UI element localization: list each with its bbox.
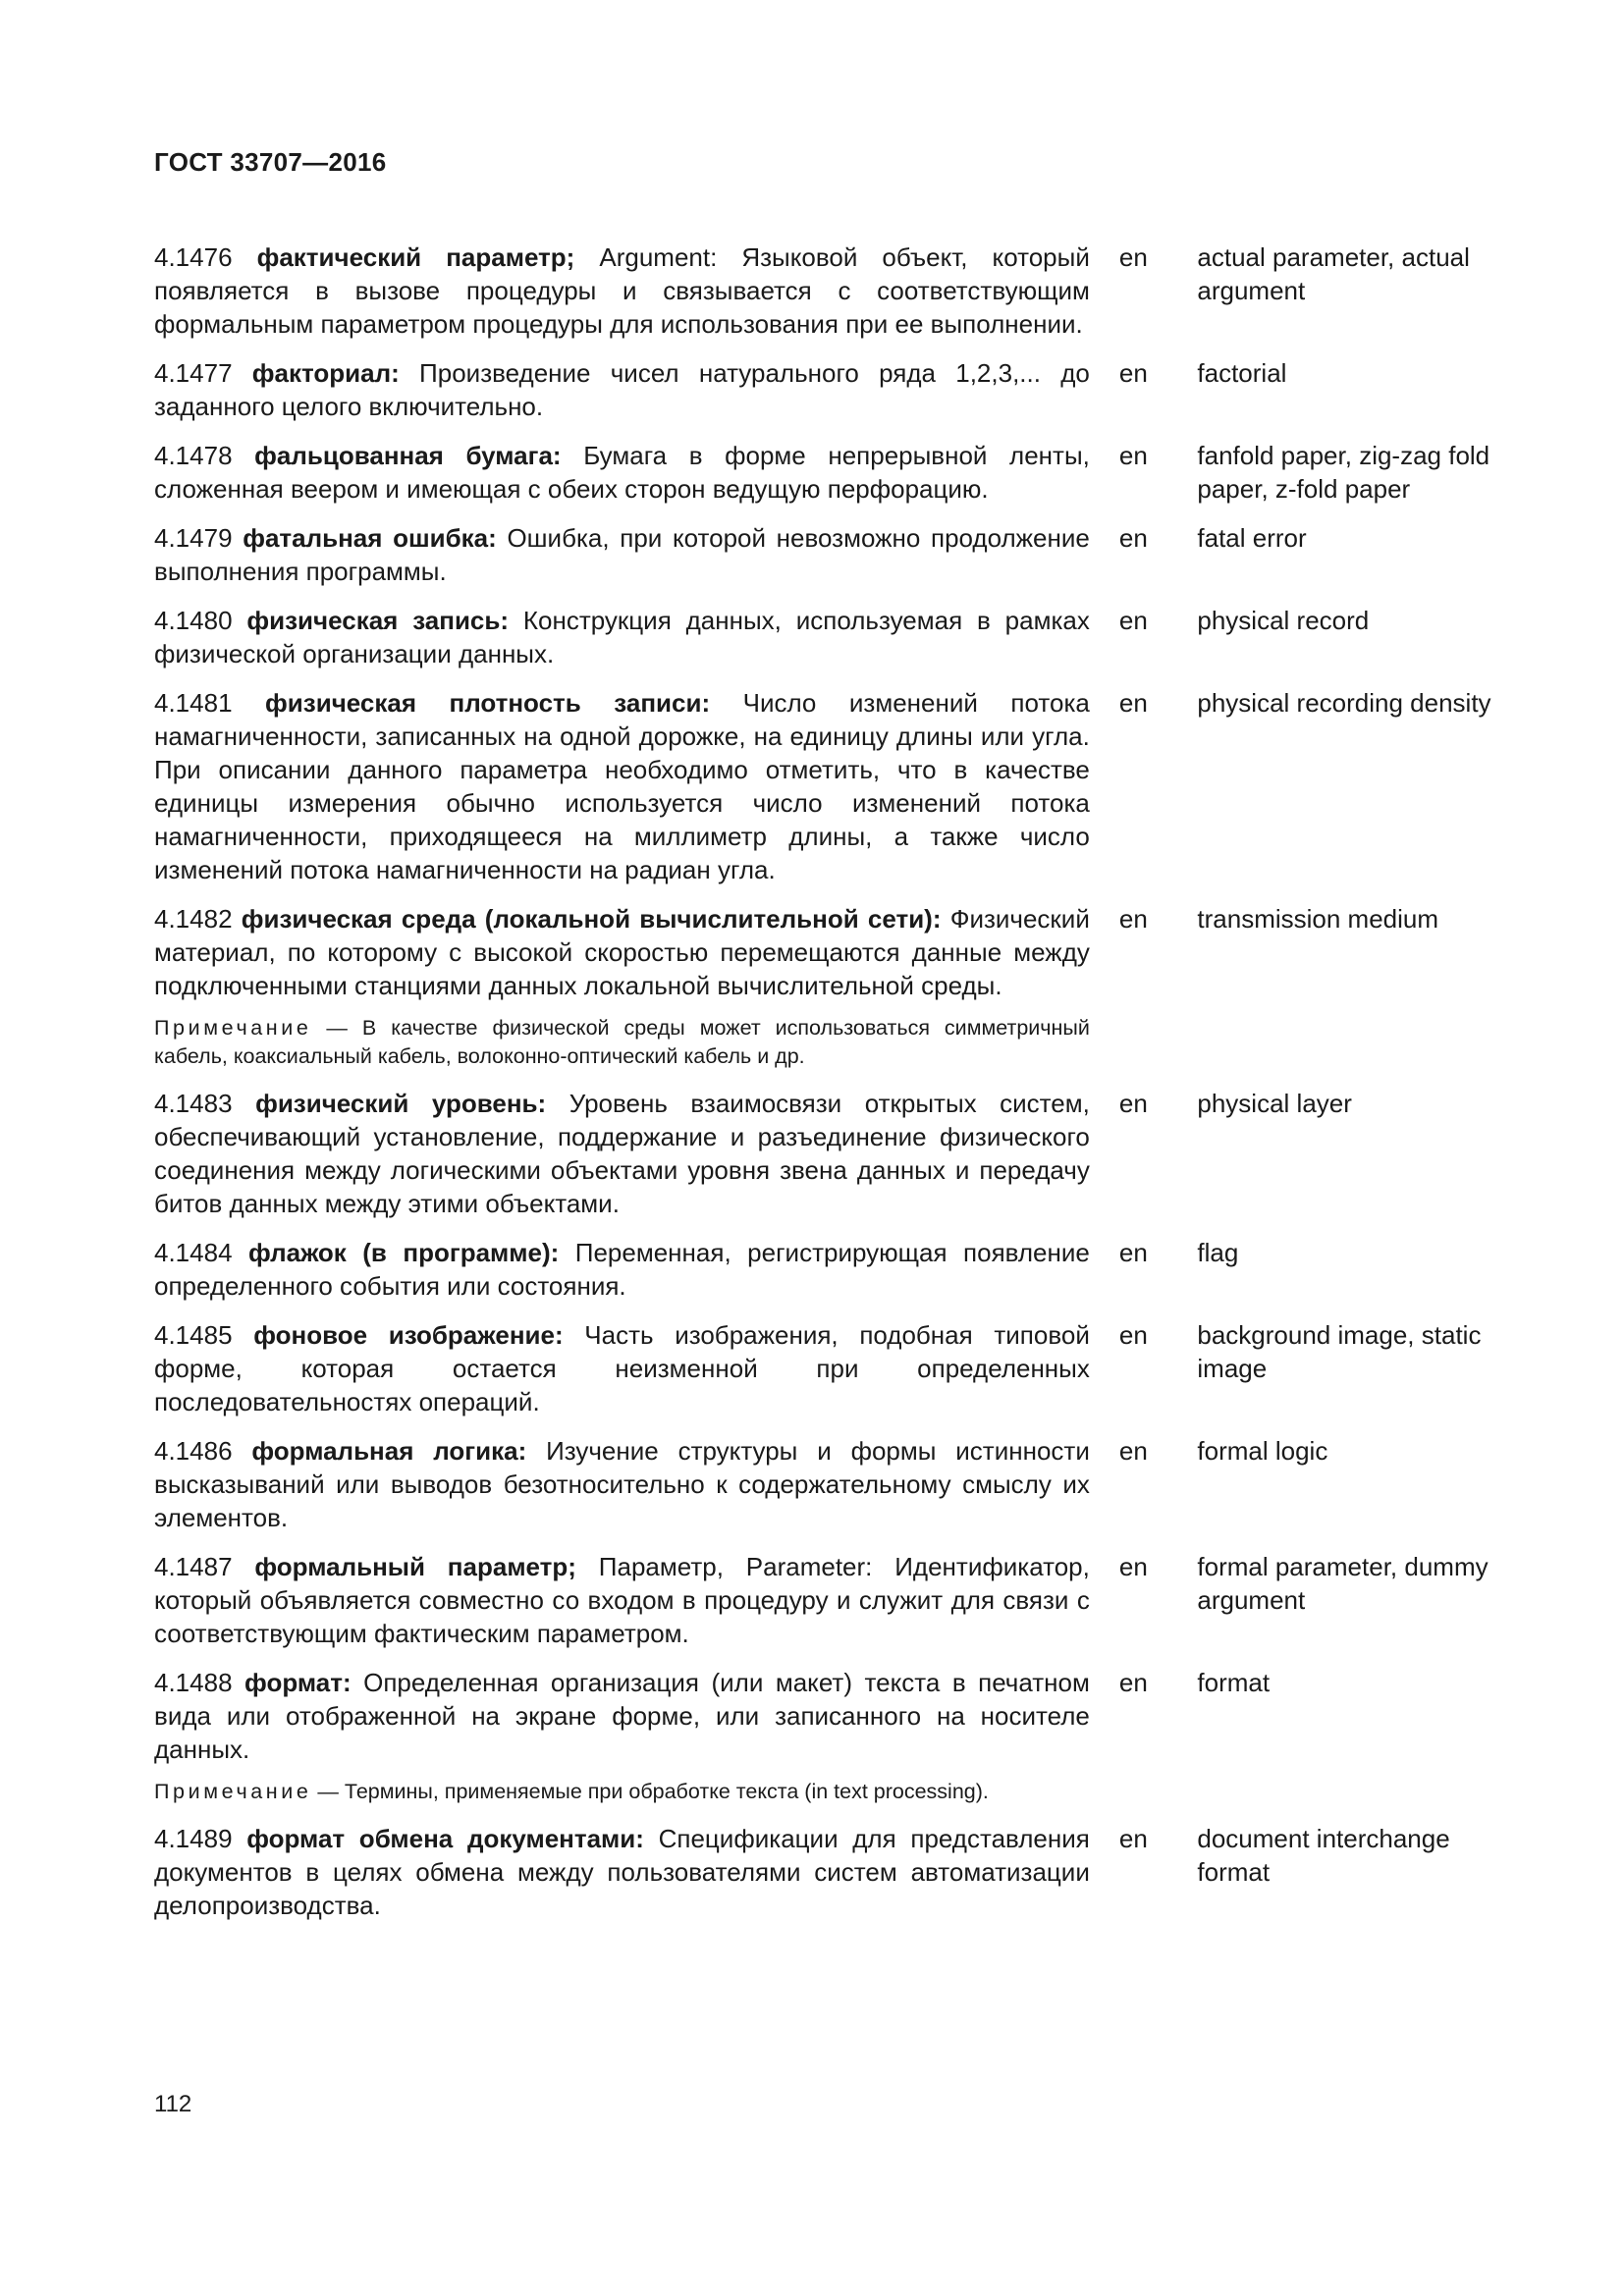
term-definition [154, 1087, 1090, 1220]
term-title: физическая плотность записи: [265, 688, 711, 718]
term-title: формальный параметр; [254, 1552, 576, 1581]
term-title: фактический параметр; [256, 242, 575, 272]
language-code: en [1118, 606, 1148, 635]
english-equivalent: fanfold paper, zig-zag fold paper, z-fold paper [1197, 441, 1490, 504]
term-entry-4-1487 [154, 1550, 1509, 1650]
term-number: 4.1485 [154, 1320, 233, 1350]
term-number: 4.1479 [154, 523, 233, 553]
term-entry-4-1476 [154, 240, 1509, 341]
term-definition [154, 356, 1090, 423]
term-definition [154, 521, 1090, 588]
term-title: формальная логика: [251, 1436, 527, 1466]
definition-text: Физический материал, по которому с высокой скоростью перемещаются данные между подключенными станциями данных локальной вычислительной среды. [154, 904, 1090, 1000]
term-definition [154, 439, 1090, 506]
page-number: 112 [154, 2091, 192, 2117]
term-title: физическая запись: [246, 606, 510, 635]
language-code: en [1118, 1238, 1148, 1267]
english-equivalent: physical recording density [1197, 688, 1491, 718]
english-equivalent: formal parameter, dummy argument [1197, 1552, 1489, 1615]
term-title: физический уровень: [255, 1089, 547, 1118]
language-code: en [1118, 1552, 1148, 1581]
definition-text: Бумага в форме непрерывной ленты, сложенная веером и имеющая с обеих сторон ведущую перфорацию. [154, 441, 1090, 504]
language-code: en [1118, 1089, 1148, 1118]
english-equivalent: fatal error [1197, 523, 1307, 553]
definition-text: Произведение чисел натурального ряда 1,2,3,... до заданного целого включительно. [154, 358, 1090, 421]
term-definition [154, 240, 1090, 341]
english-equivalent: physical layer [1197, 1089, 1352, 1118]
term-definition [154, 686, 1090, 886]
english-equivalent: format [1197, 1668, 1271, 1697]
definition-text: Argument: Языковой объект, который появляется в вызове процедуры и связывается с соответствующим формальным параметром процедуры для использования при ее выполнении. [154, 242, 1090, 339]
term-number: 4.1476 [154, 242, 233, 272]
note-text: — Термины, применяемые при обработке текста (in text processing). [311, 1780, 989, 1803]
term-definition [154, 604, 1090, 670]
definition-text: Изучение структуры и формы истинности высказываний или выводов безотносительно к содержательному смыслу их элементов. [154, 1436, 1090, 1532]
term-entry-4-1479 [154, 521, 1509, 588]
term-number: 4.1486 [154, 1436, 233, 1466]
term-title: фоновое изображение: [253, 1320, 564, 1350]
term-definition [154, 1822, 1090, 1922]
term-title: фальцованная бумага: [254, 441, 562, 470]
language-code: en [1118, 1668, 1148, 1697]
term-number: 4.1489 [154, 1824, 233, 1853]
term-number: 4.1484 [154, 1238, 233, 1267]
term-title: физическая среда (локальной вычислительной сети): [241, 904, 942, 934]
definition-paragraph [154, 1666, 1090, 1766]
term-definition [154, 1550, 1090, 1650]
term-number: 4.1480 [154, 606, 233, 635]
english-equivalent: formal logic [1197, 1436, 1328, 1466]
term-definition [154, 1236, 1090, 1303]
term-title: формат: [244, 1668, 352, 1697]
term-number: 4.1488 [154, 1668, 233, 1697]
english-equivalent: physical record [1197, 606, 1370, 635]
term-note [154, 1778, 1090, 1806]
term-list [154, 240, 1509, 1938]
term-number: 4.1478 [154, 441, 233, 470]
term-entry-4-1482 [154, 902, 1509, 1071]
definition-text: Часть изображения, подобная типовой форме, которая остается неизменной при определенных последовательностях операций. [154, 1320, 1090, 1416]
term-title: формат обмена документами: [246, 1824, 644, 1853]
english-equivalent: factorial [1197, 358, 1287, 388]
english-equivalent: transmission medium [1197, 904, 1439, 934]
term-number: 4.1481 [154, 688, 233, 718]
note-label: Примечание [154, 1780, 312, 1803]
term-number: 4.1483 [154, 1089, 233, 1118]
term-entry-4-1481 [154, 686, 1509, 886]
definition-text: Конструкция данных, используемая в рамках физической организации данных. [154, 606, 1090, 668]
term-entry-4-1483 [154, 1087, 1509, 1220]
definition-paragraph [154, 902, 1090, 1002]
language-code: en [1118, 904, 1148, 934]
definition-text: Число изменений потока намагниченности, записанных на одной дорожке, на единицу длины или угла. При описании данного параметра необходимо отметить, что в качестве единицы измерения обычно используется число изменений потока намагниченности, приходящееся на миллиметр длины, а также число изменений потока намагниченности на радиан угла. [154, 688, 1090, 884]
term-entry-4-1485 [154, 1318, 1509, 1418]
definition-text: Ошибка, при которой невозможно продолжение выполнения программы. [154, 523, 1090, 586]
definition-text: Параметр, Parameter: Идентификатор, который объявляется совместно со входом в процедуру и служит для связи с соответствующим фактическим параметром. [154, 1552, 1090, 1648]
language-code: en [1118, 1320, 1148, 1350]
language-code: en [1118, 688, 1148, 718]
term-title: факториал: [251, 358, 400, 388]
language-code: en [1118, 441, 1148, 470]
term-entry-4-1480 [154, 604, 1509, 670]
term-entry-4-1484 [154, 1236, 1509, 1303]
term-definition [154, 1318, 1090, 1418]
english-equivalent: document interchange format [1197, 1824, 1450, 1887]
language-code: en [1118, 523, 1148, 553]
definition-text: Переменная, регистрирующая появление определенного события или состояния. [154, 1238, 1090, 1301]
term-entry-4-1478 [154, 439, 1509, 506]
term-entry-4-1486 [154, 1434, 1509, 1534]
language-code: en [1118, 1824, 1148, 1853]
language-code: en [1118, 242, 1148, 272]
language-code: en [1118, 358, 1148, 388]
term-note [154, 1014, 1090, 1071]
term-entry-4-1477 [154, 356, 1509, 423]
term-definition [154, 1666, 1090, 1806]
definition-text: Уровень взаимосвязи открытых систем, обеспечивающий установление, поддержание и разъединение физического соединения между логическими объектами уровня звена данных и передачу битов данных между этими объектами. [154, 1089, 1090, 1218]
term-title: флажок (в программе): [248, 1238, 560, 1267]
english-equivalent: actual parameter, actual argument [1197, 242, 1470, 305]
english-equivalent: background image, static image [1197, 1320, 1482, 1383]
term-number: 4.1487 [154, 1552, 233, 1581]
term-entry-4-1488 [154, 1666, 1509, 1806]
language-code: en [1118, 1436, 1148, 1466]
note-label: Примечание [154, 1016, 312, 1040]
term-entry-4-1489 [154, 1822, 1509, 1922]
term-definition [154, 902, 1090, 1071]
note-text: — В качестве физической среды может использоваться симметричный кабель, коаксиальный кабель, волоконно-оптический кабель и др. [154, 1016, 1090, 1068]
document-header: ГОСТ 33707—2016 [154, 147, 387, 177]
term-number: 4.1477 [154, 358, 233, 388]
definition-text: Определенная организация (или макет) текста в печатном вида или отображенной на экране форме, или записанного на носителе данных. [154, 1668, 1090, 1764]
term-title: фатальная ошибка: [243, 523, 497, 553]
term-number: 4.1482 [154, 904, 233, 934]
english-equivalent: flag [1197, 1238, 1239, 1267]
term-definition [154, 1434, 1090, 1534]
definition-text: Спецификации для представления документов в целях обмена между пользователями систем автоматизации делопроизводства. [154, 1824, 1090, 1920]
